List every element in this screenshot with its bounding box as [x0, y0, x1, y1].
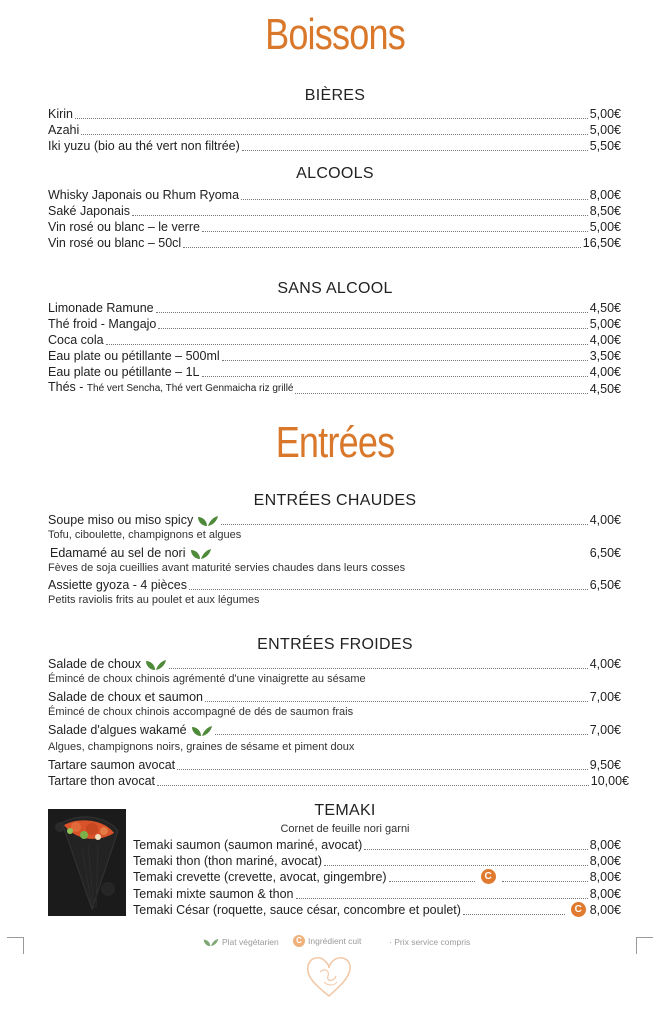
heart-logo-icon	[304, 952, 354, 1000]
legend-vegetarian: Plat végétarien	[222, 937, 279, 947]
vegetarian-leaf-icon	[203, 938, 219, 947]
menu-row: Temaki crevette (crevette, avocat, gingembre) C 8,00€	[133, 870, 622, 884]
thes-detail: Thé vert Sencha, Thé vert Genmaicha riz grillé	[86, 383, 294, 394]
menu-row: Coca cola 4,00€	[48, 333, 621, 347]
menu-row: Saké Japonais 8,50€	[48, 204, 621, 218]
menu-row: Thé froid - Mangajo 5,00€	[48, 317, 621, 331]
menu-row: Salade d'algues wakamé 7,00€	[48, 723, 621, 737]
menu-row: Assiette gyoza - 4 pièces 6,50€	[48, 578, 621, 592]
menu-row: Vin rosé ou blanc – 50cl 16,50€	[48, 236, 621, 250]
item-description: Tofu, ciboulette, champignons et algues	[48, 529, 242, 541]
menu-row: Temaki saumon (saumon mariné, avocat) 8,00€	[133, 838, 621, 852]
legend-cooked: Ingrédient cuit	[308, 936, 362, 946]
menu-row: Thés - Thé vert Sencha, Thé vert Genmaicha riz grillé 4,50€	[48, 380, 621, 396]
temaki-heading: TEMAKI	[314, 802, 376, 819]
menu-row: Salade de choux 4,00€	[48, 657, 621, 671]
vegetarian-leaf-icon	[197, 515, 219, 527]
menu-row: Edamamé au sel de nori 6,50€	[50, 546, 621, 560]
menu-row: Temaki mixte saumon & thon 8,00€	[133, 887, 621, 901]
entrees-chaudes-heading: ENTRÉES CHAUDES	[253, 492, 417, 509]
menu-row: Eau plate ou pétillante – 1L 4,00€	[48, 365, 621, 379]
menu-row: Temaki César (roquette, sauce césar, concombre et poulet) C 8,00€	[133, 903, 621, 917]
menu-row: Iki yuzu (bio au thé vert non filtrée) 5,50€	[48, 139, 621, 153]
menu-row: Whisky Japonais ou Rhum Ryoma 8,00€	[48, 188, 621, 202]
cooked-ingredient-icon: C	[481, 869, 496, 884]
alcools-heading: ALCOOLS	[296, 165, 374, 182]
crop-mark	[7, 937, 24, 954]
crop-mark	[636, 937, 653, 954]
menu-row: Limonade Ramune 4,50€	[48, 301, 621, 315]
temaki-subtitle: Cornet de feuille nori garni	[280, 823, 410, 835]
item-description: Algues, champignons noirs, graines de sésame et piment doux	[48, 741, 355, 753]
vegetarian-leaf-icon	[191, 725, 213, 737]
menu-row: Vin rosé ou blanc – le verre 5,00€	[48, 220, 621, 234]
legend-service: · Prix service compris	[389, 937, 471, 947]
menu-row: Eau plate ou pétillante – 500ml 3,50€	[48, 349, 621, 363]
boissons-title: Boissons	[265, 10, 405, 59]
item-description: Fèves de soja cueillies avant maturité servies chaudes dans leurs cosses	[48, 562, 406, 574]
item-description: Émincé de choux chinois accompagné de dés de saumon frais	[48, 706, 354, 718]
entrees-title: Entrées	[275, 418, 395, 467]
menu-row: Soupe miso ou miso spicy 4,00€	[48, 513, 621, 527]
vegetarian-leaf-icon	[145, 659, 167, 671]
cooked-ingredient-icon: C	[293, 935, 305, 947]
item-description: Petits raviolis frits au poulet et aux légumes	[48, 594, 260, 606]
vegetarian-leaf-icon	[190, 548, 212, 560]
bieres-heading: BIÈRES	[304, 87, 366, 104]
item-description: Émincé de choux chinois agrémenté d'une vinaigrette au sésame	[48, 673, 366, 685]
menu-row: Temaki thon (thon mariné, avocat) 8,00€	[133, 854, 621, 868]
menu-row: Kirin 5,00€	[48, 107, 621, 121]
menu-row: Tartare saumon avocat 9,50€	[48, 758, 621, 772]
menu-row: Tartare thon avocat 10,00€	[48, 774, 629, 788]
menu-row: Salade de choux et saumon 7,00€	[48, 690, 621, 704]
temaki-photo	[48, 809, 126, 916]
sans-alcool-heading: SANS ALCOOL	[277, 280, 393, 297]
entrees-froides-heading: ENTRÉES FROIDES	[257, 636, 413, 653]
menu-row: Azahi 5,00€	[48, 123, 621, 137]
cooked-ingredient-icon: C	[571, 902, 586, 917]
